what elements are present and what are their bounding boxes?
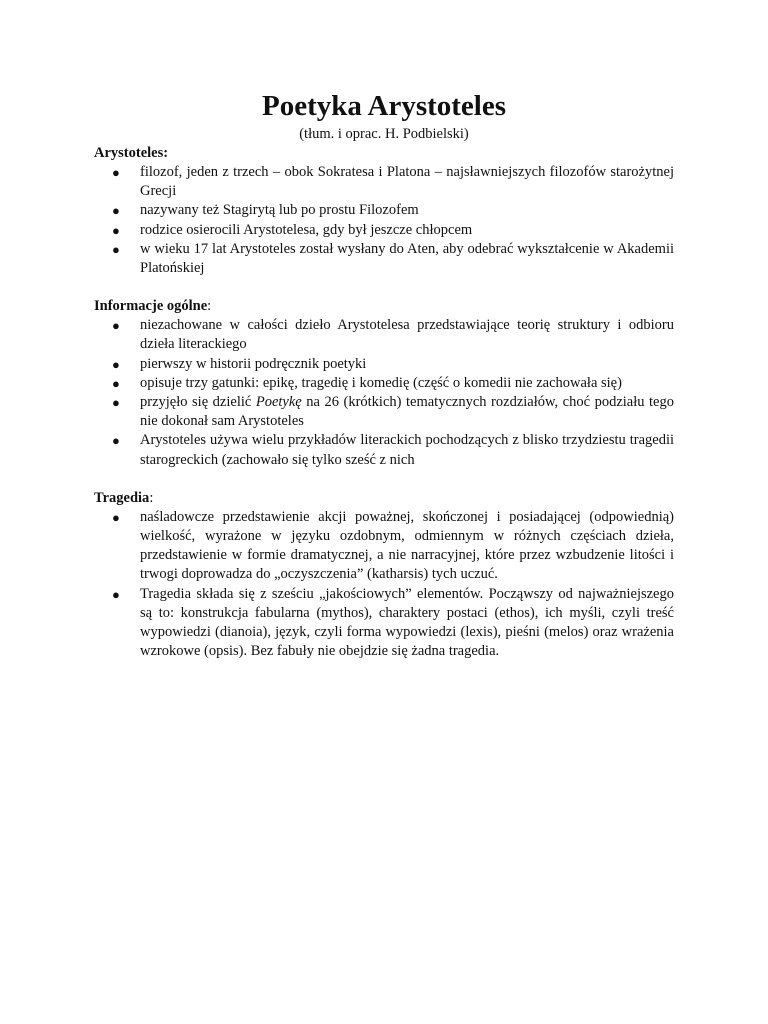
section-arystoteles xyxy=(94,144,674,278)
bullet-icon: ● xyxy=(112,395,120,411)
list-item: ● filozof, jeden z trzech – obok Sokratesa i Platona – najsławniejszych filozofów starożytnej Grecji xyxy=(112,164,674,200)
document-title: Poetyka Arystoteles xyxy=(261,90,507,122)
bullet-icon: ● xyxy=(112,222,120,238)
section-tragedia xyxy=(94,489,674,662)
bullet-icon: ● xyxy=(112,433,120,449)
list-item: ● pierwszy w historii podręcznik poetyki xyxy=(94,355,674,374)
bullet-list xyxy=(94,163,674,278)
bullet-icon: ● xyxy=(112,203,120,219)
section-informacje-ogolne xyxy=(94,297,674,470)
section-heading: Tragedia: xyxy=(94,489,154,506)
bullet-list xyxy=(94,316,674,470)
section-heading: Informacje ogólne: xyxy=(94,298,212,315)
list-item: ● rodzice osierocili Arystotelesa, gdy był jeszcze chłopcem xyxy=(94,221,674,240)
document-subtitle: (tłum. i oprac. H. Podbielski) xyxy=(299,126,469,142)
list-item: ● w wieku 17 lat Arystoteles został wysłany do Aten, aby odebrać wykształcenie w Akademii Platońskiej xyxy=(112,240,674,277)
bullet-icon: ● xyxy=(112,509,120,525)
book-title-emphasis: Poetykę xyxy=(255,394,302,411)
bullet-icon: ● xyxy=(112,318,120,334)
list-item: ● niezachowane w całości dzieło Arystotelesa przedstawiające teorię struktury i odbioru dzieła literackiego xyxy=(112,317,674,353)
list-item: ● naśladowcze przedstawienie akcji poważnej, skończonej i posiadającej (odpowiednią) wielkość, wyrażone w języku ozdobnym, odmiennym w różnych częściach dzieła, przedstawienie w formie dramatycznej, a nie narracyjnej, które przez wzbudzenie litości i trwogi doprowadza do „oczyszczenia” (katharsis) tych uczuć. xyxy=(112,508,674,583)
bullet-icon: ● xyxy=(112,375,120,391)
list-item: ● nazywany też Stagirytą lub po prostu Filozofem xyxy=(94,201,674,220)
bullet-icon: ● xyxy=(112,165,120,180)
bullet-icon: ● xyxy=(112,241,120,257)
bullet-icon: ● xyxy=(112,586,120,602)
bullet-list xyxy=(94,508,674,662)
list-item: ● Tragedia składa się z sześciu „jakościowych” elementów. Począwszy od najważniejszego są to: konstrukcja fabularna (mythos), charaktery postaci (ethos), ich myśli, czyli treść wypowiedzi (dianoia), język, czyli forma wypowiedzi (lexis), pieśni (melos) oraz wrażenia wzrokowe (opsis). Bez fabuły nie obejdzie się żadna tragedia. xyxy=(112,585,674,660)
bullet-icon: ● xyxy=(112,356,120,372)
section-heading: Arystoteles: xyxy=(94,145,169,161)
list-item: ● opisuje trzy gatunki: epikę, tragedię i komedię (część o komedii nie zachowała się) xyxy=(94,374,674,393)
list-item: ● przyjęło się dzielić Poetykę na 26 (krótkich) tematycznych rozdziałów, choć podziału tego nie dokonał sam Arystoteles xyxy=(112,394,674,430)
list-item: ● Arystoteles używa wielu przykładów literackich pochodzących z blisko trzydziestu tragedii starogreckich (zachowało się tylko sześć z nich xyxy=(112,432,674,468)
document-page xyxy=(94,88,674,661)
